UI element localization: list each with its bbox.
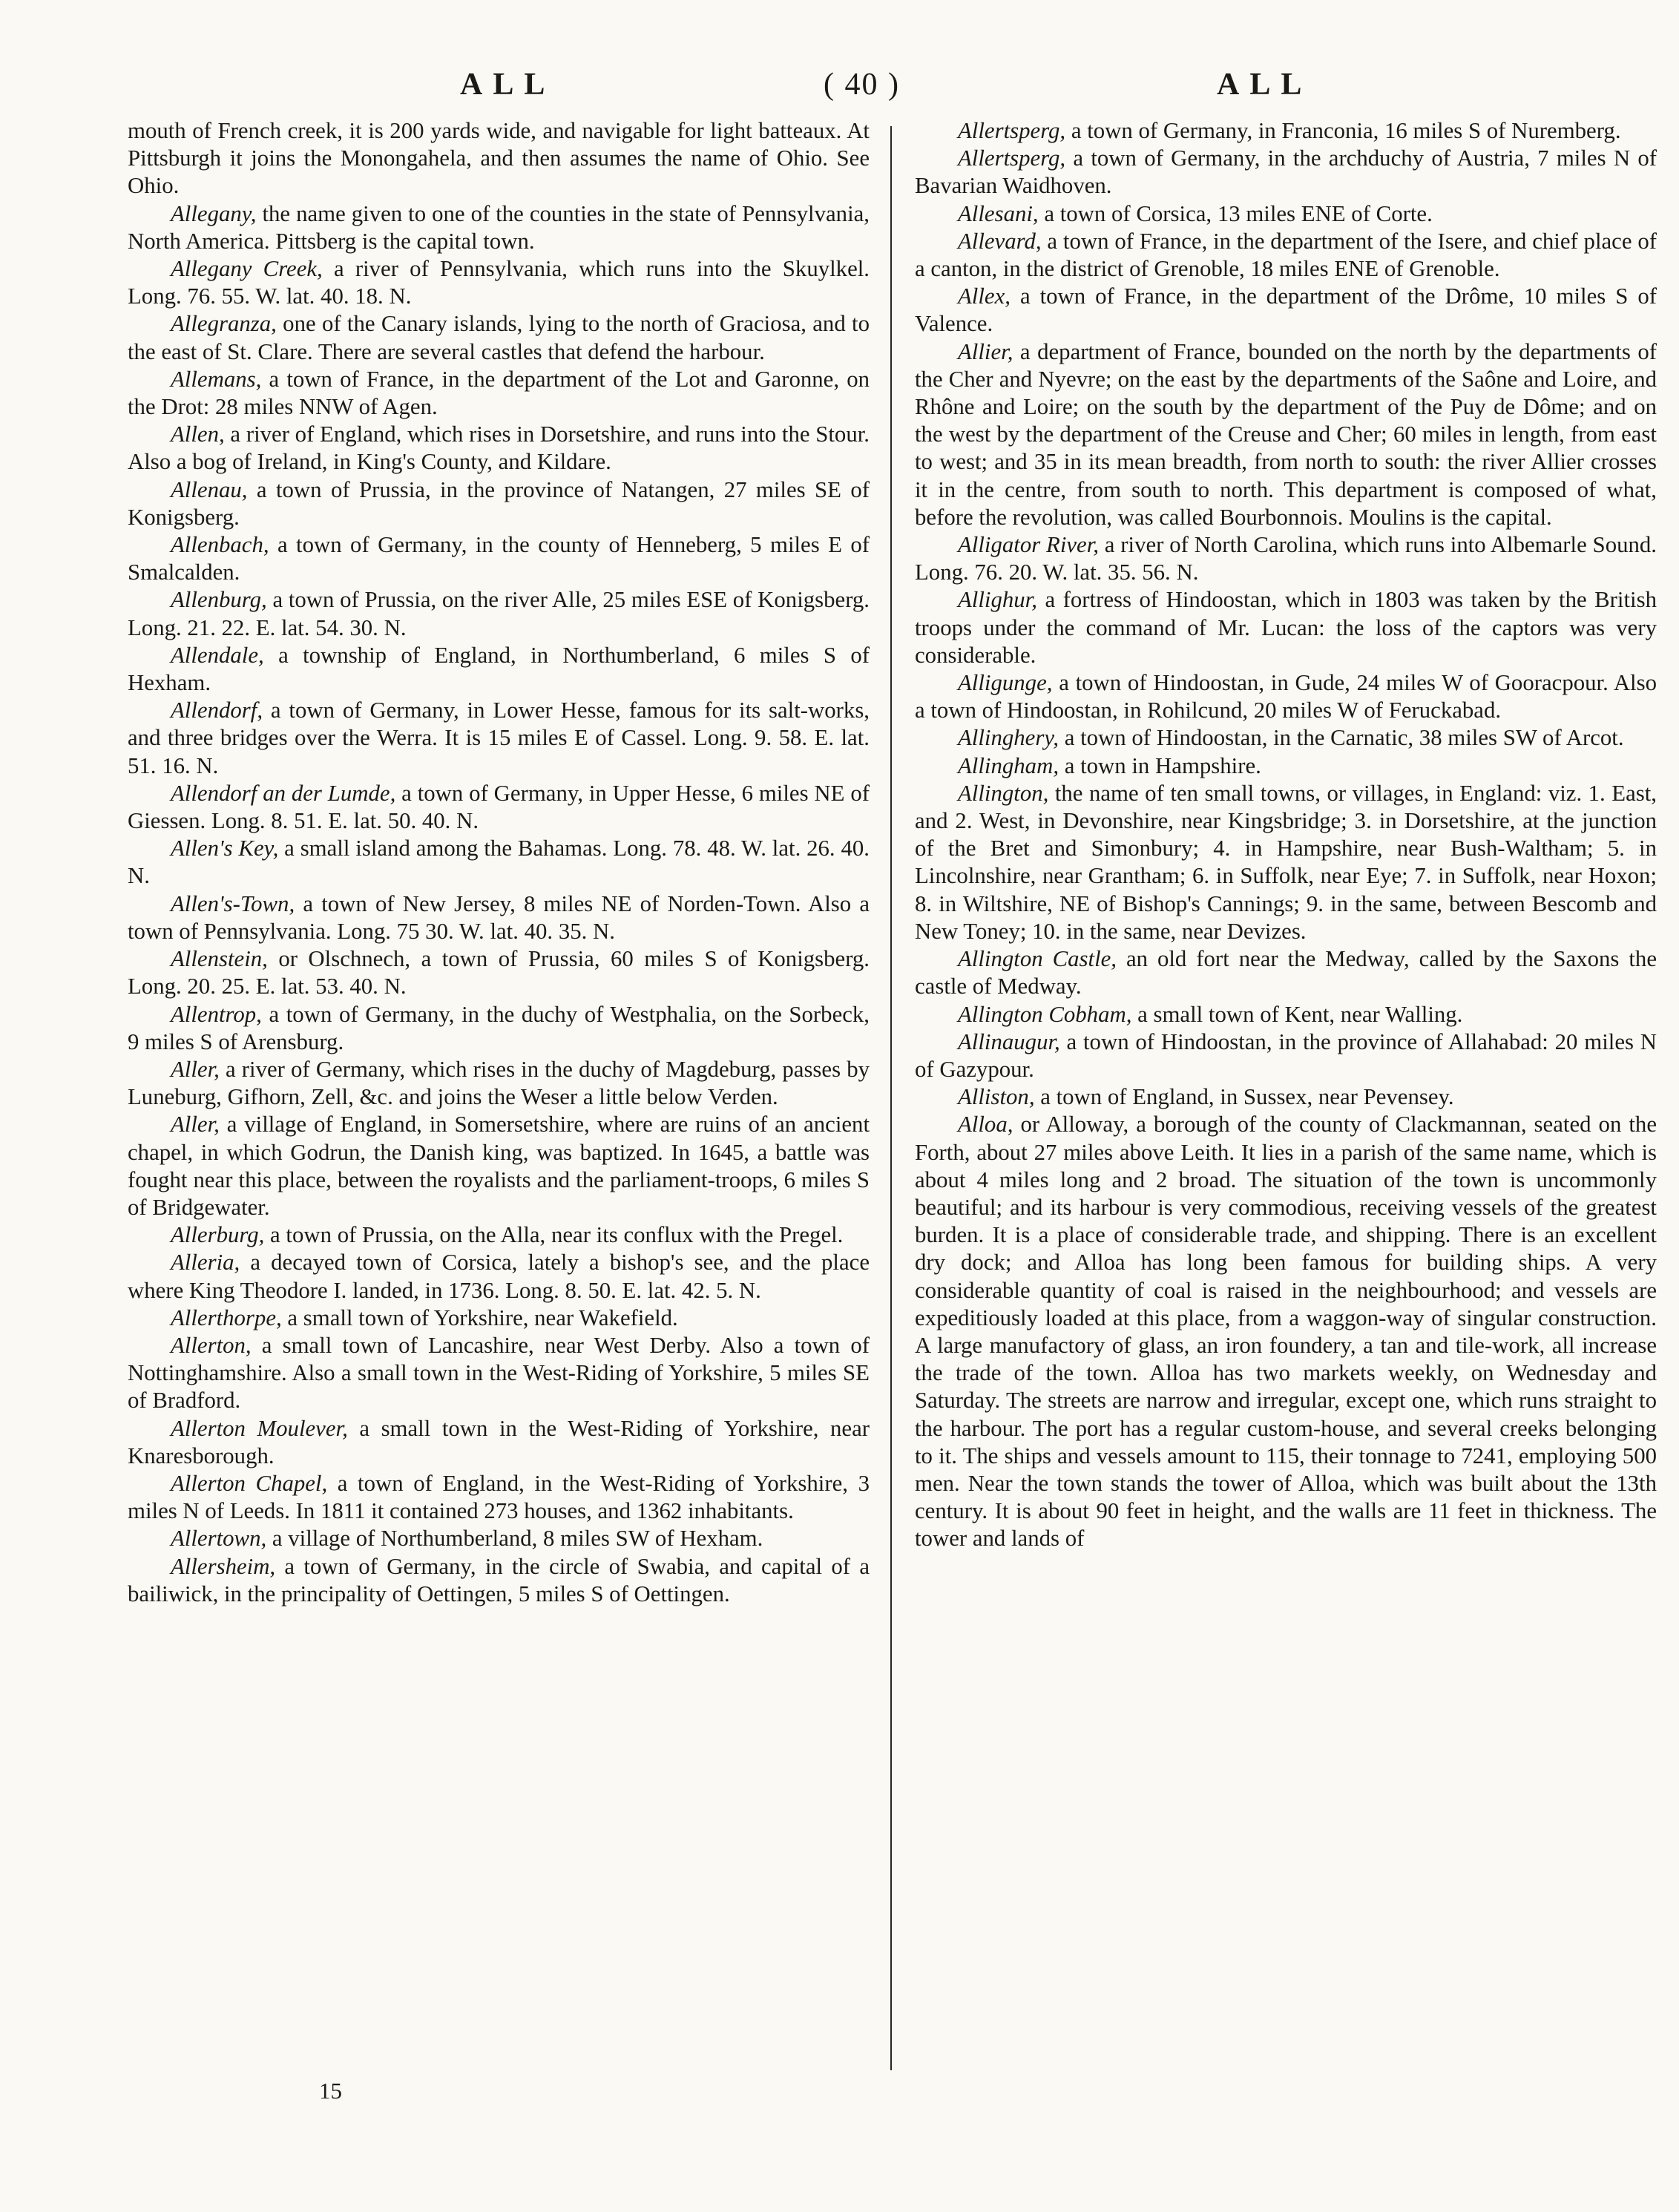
gazetteer-entry bbox=[915, 752, 1657, 780]
right-column bbox=[915, 117, 1657, 1553]
entry-headword: Allerthorpe, bbox=[171, 1304, 282, 1330]
entry-headword: Allen's Key, bbox=[171, 836, 279, 862]
entry-headword: Allertsperg, bbox=[958, 118, 1066, 143]
gazetteer-entry bbox=[128, 531, 870, 586]
entry-text: a fortress of Hindoostan, which in 1803 was taken by the British troops under the command of Mr. Lucan: the loss of the captors was very considerable. bbox=[915, 587, 1657, 668]
gazetteer-entry bbox=[128, 310, 870, 365]
entry-text: a river of Germany, which rises in the duchy of Magdeburg, passes by Luneburg, Gifhorn, Zell, &c. and joins the Weser a little below Verden. bbox=[128, 1056, 870, 1110]
column-divider bbox=[890, 126, 892, 2070]
gazetteer-entry bbox=[915, 1083, 1657, 1111]
entry-headword: Allinghery, bbox=[958, 725, 1059, 751]
gazetteer-entry bbox=[915, 145, 1657, 200]
gazetteer-entry bbox=[128, 366, 870, 421]
entry-text: a town of Corsica, 13 miles ENE of Corte. bbox=[1038, 200, 1433, 226]
gazetteer-entry bbox=[128, 476, 870, 531]
entry-text: a river of England, which rises in Dorsetshire, and runs into the Stour. Also a bog of Ireland, in King's County, and Kildare. bbox=[128, 421, 870, 475]
gazetteer-entry bbox=[128, 642, 870, 697]
gazetteer-entry bbox=[128, 945, 870, 1000]
entry-text: or Alloway, a borough of the county of Clackmannan, seated on the Forth, about 27 miles above Leith. It lies in a parish of the same name, which is about 4 miles long and 2 broad. The situation of the town is uncommonly beautiful; and its harbour is very commodious, receiving vessels of the greatest burden. It is a place of considerable trade, and shipping. There is an excellent dry dock; and Alloa has long been famous for building ships. A very considerable quantity of coal is raised in the neighbourhood; and vessels are expeditiously loaded at this place, from a waggon-way of singular construction. A large manufactory of glass, an iron foundery, a tan and tile-work, all increase the trade of the town. Alloa has two markets weekly, on Wednesday and Saturday. The streets are narrow and irregular, except one, which runs straight to the harbour. The port has a regular custom-house, and several creeks belonging to it. The ships and vessels amount to 115, their tonnage to 7241, employing 500 men. Near the town stands the tower of Alloa, which was built about the 13th century. It is about 90 feet in height, and the walls are 11 feet in thickness. The tower and lands of bbox=[915, 1112, 1657, 1552]
entry-headword: Alligator River, bbox=[958, 532, 1099, 558]
entry-headword: Allen, bbox=[171, 421, 225, 447]
gazetteer-entry bbox=[915, 200, 1657, 228]
gazetteer-entry bbox=[128, 586, 870, 641]
entry-headword: Allingham, bbox=[958, 752, 1059, 778]
running-header bbox=[0, 67, 1679, 111]
entry-text: a department of France, bounded on the north by the departments of the Cher and Nyevre; on the east by the departments of the Saône and Loire, and Rhône and Loire; on the south by the department of the Puy de Dôme; and on the west by the department of the Creuse and Cher; 60 miles in length, from east to west; and 35 in its mean breadth, from north to south: the river Allier crosses it in the centre, from south to north. This department is composed of what, before the revolution, was called Bourbonnois. Moulins is the capital. bbox=[915, 338, 1657, 530]
entry-headword: Alliston, bbox=[958, 1084, 1035, 1110]
entry-headword: Allen's-Town, bbox=[171, 890, 295, 916]
entry-headword: Allenau, bbox=[171, 476, 248, 502]
gazetteer-entry bbox=[915, 338, 1657, 531]
left-column bbox=[128, 117, 870, 1608]
gazetteer-entry bbox=[128, 697, 870, 780]
entry-headword: Allertsperg, bbox=[958, 145, 1066, 171]
running-head-left: ALL bbox=[460, 68, 556, 102]
entry-text: a town of Germany, in the county of Henneberg, 5 miles E of Smalcalden. bbox=[128, 532, 870, 585]
entry-headword: Allentrop, bbox=[171, 1001, 262, 1027]
gazetteer-entry bbox=[128, 1249, 870, 1304]
gazetteer-entry bbox=[128, 1304, 870, 1332]
entry-headword: Alloa, bbox=[958, 1112, 1013, 1138]
entry-headword: Allerton Chapel, bbox=[171, 1470, 328, 1496]
entry-headword: Allerburg, bbox=[171, 1222, 265, 1248]
entry-text: a town of France, in the department of the Drôme, 10 miles S of Valence. bbox=[915, 283, 1657, 337]
entry-text: the name given to one of the counties in the state of Pennsylvania, North America. Pittsberg is the capital town. bbox=[128, 200, 870, 254]
entry-headword: Allington Cobham, bbox=[958, 1001, 1132, 1027]
entry-text: a town of France, in the department of the Isere, and chief place of a canton, in the district of Grenoble, 18 miles ENE of Grenoble. bbox=[915, 228, 1657, 282]
entry-text: a town of Germany, in the duchy of Westphalia, on the Sorbeck, 9 miles S of Arensburg. bbox=[128, 1001, 870, 1054]
gazetteer-entry bbox=[128, 1415, 870, 1470]
entry-text: a town of England, in the West-Riding of Yorkshire, 3 miles N of Leeds. In 1811 it contained 273 houses, and 1362 inhabitants. bbox=[128, 1470, 870, 1524]
entry-text: a town of Germany, in the archduchy of Austria, 7 miles N of Bavarian Waidhoven. bbox=[915, 145, 1657, 199]
entry-text: a township of England, in Northumberland, 6 miles S of Hexham. bbox=[128, 642, 870, 696]
entry-headword: Allersheim, bbox=[171, 1553, 276, 1579]
entry-text: a small town in the West-Riding of Yorkshire, near Knaresborough. bbox=[128, 1415, 870, 1468]
entry-text: or Olschnech, a town of Prussia, 60 miles S of Konigsberg. Long. 20. 25. E. lat. 53. 40. N. bbox=[128, 946, 870, 1000]
entry-text: a river of Pennsylvania, which runs into the Skuylkel. Long. 76. 55. W. lat. 40. 18. N. bbox=[128, 256, 870, 309]
entry-text: a town in Hampshire. bbox=[1059, 752, 1261, 778]
gazetteer-entry bbox=[915, 283, 1657, 338]
entry-headword: Alligunge, bbox=[958, 670, 1053, 696]
entry-text: a town of Germany, in Franconia, 16 miles S of Nuremberg. bbox=[1065, 118, 1621, 143]
entry-text: an old fort near the Medway, called by the Saxons the castle of Medway. bbox=[915, 946, 1657, 1000]
gazetteer-entry bbox=[915, 1111, 1657, 1552]
page-number: ( 40 ) bbox=[824, 68, 900, 102]
entry-text: a town of Prussia, on the Alla, near its conflux with the Pregel. bbox=[264, 1222, 844, 1248]
gazetteer-entry bbox=[915, 228, 1657, 283]
entry-headword: Allinaugur, bbox=[958, 1028, 1060, 1054]
entry-headword: Aller, bbox=[171, 1056, 220, 1082]
entry-headword: Allendorf an der Lumde, bbox=[171, 780, 396, 806]
entry-text: the name of ten small towns, or villages, in England: viz. 1. East, and 2. West, in Devonshire, near Kingsbridge; 3. in Dorsetshire, at the junction of the Bret and Simonbury; 4. in Hampshire, near Bush-Waltham; 5. in Lincolnshire, near Grantham; 6. in Suffolk, near Eye; 7. in Suffolk, near Hoxon; 8. in Wiltshire, NE of Bishop's Cannings; 9. in the same, between Bescomb and New Toney; 10. in the same, near Devizes. bbox=[915, 780, 1657, 944]
signature-mark: 15 bbox=[319, 2078, 342, 2104]
gazetteer-entry bbox=[128, 1470, 870, 1525]
gazetteer-entry bbox=[128, 1553, 870, 1608]
entry-headword: Allington, bbox=[958, 780, 1049, 806]
entry-text: a town of Hindoostan, in the Carnatic, 38 miles SW of Arcot. bbox=[1059, 725, 1624, 751]
entry-text: a town of Germany, in Upper Hesse, 6 miles NE of Giessen. Long. 8. 51. E. lat. 50. 40. N. bbox=[128, 780, 870, 834]
entry-headword: Allertown, bbox=[171, 1526, 267, 1552]
entry-headword: Allesani, bbox=[958, 200, 1039, 226]
gazetteer-entry bbox=[128, 890, 870, 945]
entry-headword: Allenburg, bbox=[171, 587, 267, 613]
gazetteer-entry bbox=[128, 1001, 870, 1056]
entry-headword: Alleria, bbox=[171, 1250, 240, 1276]
entry-text: a town of Germany, in the circle of Swabia, and capital of a bailiwick, in the principality of Oettingen, 5 miles S of Oettingen. bbox=[128, 1553, 870, 1607]
entry-text: a town of Prussia, in the province of Natangen, 27 miles SE of Konigsberg. bbox=[128, 476, 870, 530]
entry-text: one of the Canary islands, lying to the north of Graciosa, and to the east of St. Clare. There are several castles that defend the harbour. bbox=[128, 311, 870, 364]
gazetteer-entry bbox=[915, 586, 1657, 669]
gazetteer-entry bbox=[915, 724, 1657, 752]
entry-headword: Allighur, bbox=[958, 587, 1037, 613]
entry-text: a town of England, in Sussex, near Pevensey. bbox=[1034, 1084, 1454, 1110]
gazetteer-entry bbox=[128, 255, 870, 310]
entry-headword: Allevard, bbox=[958, 228, 1042, 254]
entry-headword: Allemans, bbox=[171, 366, 262, 392]
running-head-right: ALL bbox=[1217, 68, 1312, 102]
entry-headword: Allenstein, bbox=[171, 946, 268, 972]
entry-text: a town of Prussia, on the river Alle, 25 miles ESE of Konigsberg. Long. 21. 22. E. lat. 54. 30. N. bbox=[128, 587, 870, 640]
entry-headword: Allex, bbox=[958, 283, 1011, 309]
entry-headword: Allington Castle, bbox=[958, 946, 1117, 972]
gazetteer-entry bbox=[128, 1221, 870, 1249]
entry-text: a village of Northumberland, 8 miles SW of Hexham. bbox=[266, 1526, 763, 1552]
entry-text: a small town of Lancashire, near West Derby. Also a town of Nottinghamshire. Also a small town in the West-Riding of Yorkshire, 5 miles SE of Bradford. bbox=[128, 1332, 870, 1414]
entry-headword: Allegany Creek, bbox=[171, 256, 323, 282]
gazetteer-entry bbox=[128, 780, 870, 835]
gazetteer-entry bbox=[915, 1028, 1657, 1083]
entry-text: a small town of Kent, near Walling. bbox=[1131, 1001, 1463, 1027]
gazetteer-entry bbox=[128, 1056, 870, 1111]
gazetteer-entry bbox=[128, 1332, 870, 1415]
gazetteer-entry bbox=[915, 669, 1657, 724]
gazetteer-entry bbox=[128, 200, 870, 255]
entry-text: a small island among the Bahamas. Long. 78. 48. W. lat. 26. 40. N. bbox=[128, 836, 870, 889]
gazetteer-entry bbox=[915, 531, 1657, 586]
gazetteer-entry bbox=[915, 780, 1657, 945]
gazetteer-entry bbox=[128, 1111, 870, 1221]
entry-text: a village of England, in Somersetshire, where are ruins of an ancient chapel, in which Godrun, the Danish king, was baptized. In 1645, a battle was fought near this place, between the royalists and the parliament-troops, 6 miles S of Bridgewater. bbox=[128, 1112, 870, 1220]
gazetteer-entry bbox=[128, 421, 870, 476]
entry-headword: Allegany, bbox=[171, 200, 257, 226]
entry-text: mouth of French creek, it is 200 yards wide, and navigable for light batteaux. At Pittsburgh it joins the Monongahela, and then assumes the name of Ohio. See Ohio. bbox=[128, 118, 870, 199]
entry-headword: Allerton Moulever, bbox=[171, 1415, 348, 1441]
gazetteer-entry bbox=[128, 1525, 870, 1552]
entry-text: a town of New Jersey, 8 miles NE of Norden-Town. Also a town of Pennsylvania. Long. 75 30. W. lat. 40. 35. N. bbox=[128, 890, 870, 944]
entry-headword: Allier, bbox=[958, 338, 1013, 364]
gazetteer-entry bbox=[915, 945, 1657, 1000]
entry-headword: Allendale, bbox=[171, 642, 264, 668]
entry-text: a town of Germany, in Lower Hesse, famous for its salt-works, and three bridges over the Werra. It is 15 miles E of Cassel. Long. 9. 58. E. lat. 51. 16. N. bbox=[128, 698, 870, 778]
gazetteer-entry bbox=[915, 1001, 1657, 1028]
entry-headword: Aller, bbox=[171, 1112, 220, 1138]
entry-text: a town of Hindoostan, in Gude, 24 miles W of Gooracpour. Also a town of Hindoostan, in Rohilcund, 20 miles W of Feruckabad. bbox=[915, 670, 1657, 723]
entry-headword: Allerton, bbox=[171, 1332, 252, 1358]
gazetteer-entry bbox=[128, 117, 870, 200]
entry-text: a decayed town of Corsica, lately a bishop's see, and the place where King Theodore I. landed, in 1736. Long. 8. 50. E. lat. 42. 5. N. bbox=[128, 1250, 870, 1303]
entry-text: a river of North Carolina, which runs into Albemarle Sound. Long. 76. 20. W. lat. 35. 56. N. bbox=[915, 532, 1657, 585]
entry-text: a small town of Yorkshire, near Wakefield. bbox=[281, 1304, 678, 1330]
entry-text: a town of France, in the department of the Lot and Garonne, on the Drot: 28 miles NNW of Agen. bbox=[128, 366, 870, 420]
gazetteer-entry bbox=[128, 835, 870, 890]
entry-headword: Allenbach, bbox=[171, 532, 269, 558]
entry-headword: Allegranza, bbox=[171, 311, 277, 337]
gazetteer-entry bbox=[915, 117, 1657, 145]
entry-text: a town of Hindoostan, in the province of Allahabad: 20 miles N of Gazypour. bbox=[915, 1028, 1657, 1082]
entry-headword: Allendorf, bbox=[171, 698, 263, 723]
